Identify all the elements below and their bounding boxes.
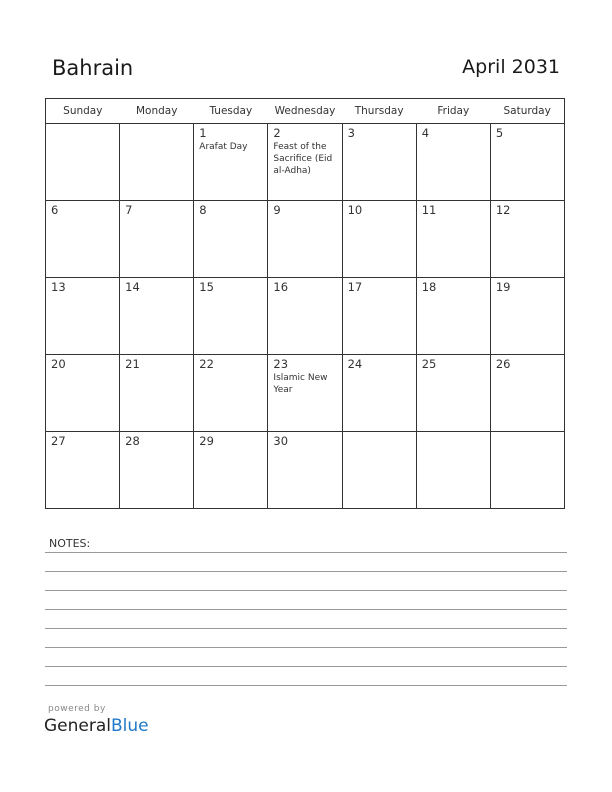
day-number: 29 xyxy=(199,434,214,448)
calendar-grid xyxy=(45,98,565,509)
calendar-day-cell xyxy=(490,201,564,278)
calendar-day-cell xyxy=(416,432,490,509)
calendar-day-cell xyxy=(46,201,120,278)
calendar-day-cell xyxy=(268,432,342,509)
day-number: 16 xyxy=(273,280,289,294)
brand-general: General xyxy=(44,716,111,736)
notes-line xyxy=(45,552,567,553)
calendar-day-cell xyxy=(46,124,120,201)
holiday-label: Islamic New Year xyxy=(273,373,328,395)
day-number: 24 xyxy=(347,357,363,371)
calendar-day-cell xyxy=(416,201,490,278)
weekday-header: Sunday xyxy=(46,99,120,124)
day-number: 22 xyxy=(199,357,214,371)
day-number: 21 xyxy=(125,357,140,371)
holiday-label: Feast of the Sacrifice (Eid al-Adha) xyxy=(273,142,333,176)
calendar-day-cell xyxy=(120,124,194,201)
calendar-day-cell xyxy=(120,278,194,355)
calendar-day-cell xyxy=(490,278,564,355)
calendar-body xyxy=(46,124,565,509)
day-number: 12 xyxy=(495,203,511,217)
calendar-day-cell xyxy=(342,124,416,201)
day-number: 19 xyxy=(495,280,511,294)
weekday-header: Monday xyxy=(120,99,194,124)
notes-line xyxy=(45,685,567,686)
calendar-day-cell xyxy=(120,355,194,432)
calendar-day-cell xyxy=(268,355,342,432)
powered-by-text: powered by xyxy=(48,704,106,714)
calendar-day-cell xyxy=(194,124,268,201)
calendar-day-cell xyxy=(416,355,490,432)
day-number: 25 xyxy=(421,357,437,371)
calendar-week-row xyxy=(46,278,565,355)
calendar-day-cell xyxy=(46,355,120,432)
day-number: 17 xyxy=(347,280,363,294)
notes-line xyxy=(45,647,567,648)
notes-line xyxy=(45,628,567,629)
calendar-day-cell xyxy=(416,278,490,355)
weekday-header: Saturday xyxy=(490,99,564,124)
notes-line xyxy=(45,571,567,572)
calendar-day-cell xyxy=(490,124,564,201)
day-number: 14 xyxy=(125,280,140,294)
calendar-day-cell xyxy=(268,124,342,201)
calendar-week-row xyxy=(46,355,565,432)
day-number: 9 xyxy=(273,203,281,217)
day-number: 6 xyxy=(51,203,59,217)
weekday-header: Wednesday xyxy=(268,99,342,124)
calendar-day-cell xyxy=(342,278,416,355)
calendar-day-cell xyxy=(268,201,342,278)
calendar-day-cell xyxy=(194,432,268,509)
notes-line xyxy=(45,609,567,610)
day-number: 7 xyxy=(125,203,133,217)
weekday-header: Thursday xyxy=(342,99,416,124)
generalblue-logo xyxy=(44,716,149,736)
brand-blue: Blue xyxy=(111,716,149,736)
day-number: 28 xyxy=(125,434,140,448)
day-number: 3 xyxy=(347,126,355,140)
day-number: 27 xyxy=(51,434,66,448)
calendar-week-row xyxy=(46,124,565,201)
calendar-week-row xyxy=(46,201,565,278)
day-number: 2 xyxy=(273,126,281,140)
day-number: 30 xyxy=(273,434,289,448)
day-number: 26 xyxy=(495,357,511,371)
calendar-day-cell xyxy=(490,432,564,509)
calendar-month-year: April 2031 xyxy=(462,56,560,78)
calendar-day-cell xyxy=(46,278,120,355)
calendar-day-cell xyxy=(194,355,268,432)
calendar-day-cell xyxy=(342,355,416,432)
notes-line xyxy=(45,590,567,591)
calendar-day-cell xyxy=(194,201,268,278)
calendar-day-cell xyxy=(416,124,490,201)
weekday-header: Friday xyxy=(416,99,490,124)
day-number: 5 xyxy=(495,126,504,140)
day-number: 13 xyxy=(51,280,66,294)
calendar-day-cell xyxy=(120,432,194,509)
day-number: 18 xyxy=(421,280,437,294)
calendar-day-cell xyxy=(120,201,194,278)
weekday-header-row xyxy=(46,99,565,124)
calendar-day-cell xyxy=(342,201,416,278)
calendar-week-row xyxy=(46,432,565,509)
notes-label: NOTES: xyxy=(49,537,91,550)
holiday-label: Arafat Day xyxy=(199,142,248,152)
day-number: 10 xyxy=(347,203,363,217)
day-number: 15 xyxy=(199,280,214,294)
day-number: 4 xyxy=(421,126,430,140)
day-number: 23 xyxy=(273,357,289,371)
calendar-country: Bahrain xyxy=(52,56,134,80)
weekday-header: Tuesday xyxy=(194,99,268,124)
calendar-day-cell xyxy=(490,355,564,432)
calendar-day-cell xyxy=(194,278,268,355)
calendar-day-cell xyxy=(342,432,416,509)
notes-line xyxy=(45,666,567,667)
day-number: 11 xyxy=(421,203,437,217)
day-number: 20 xyxy=(51,357,66,371)
calendar-day-cell xyxy=(268,278,342,355)
day-number: 1 xyxy=(199,126,207,140)
calendar-day-cell xyxy=(46,432,120,509)
day-number: 8 xyxy=(199,203,207,217)
